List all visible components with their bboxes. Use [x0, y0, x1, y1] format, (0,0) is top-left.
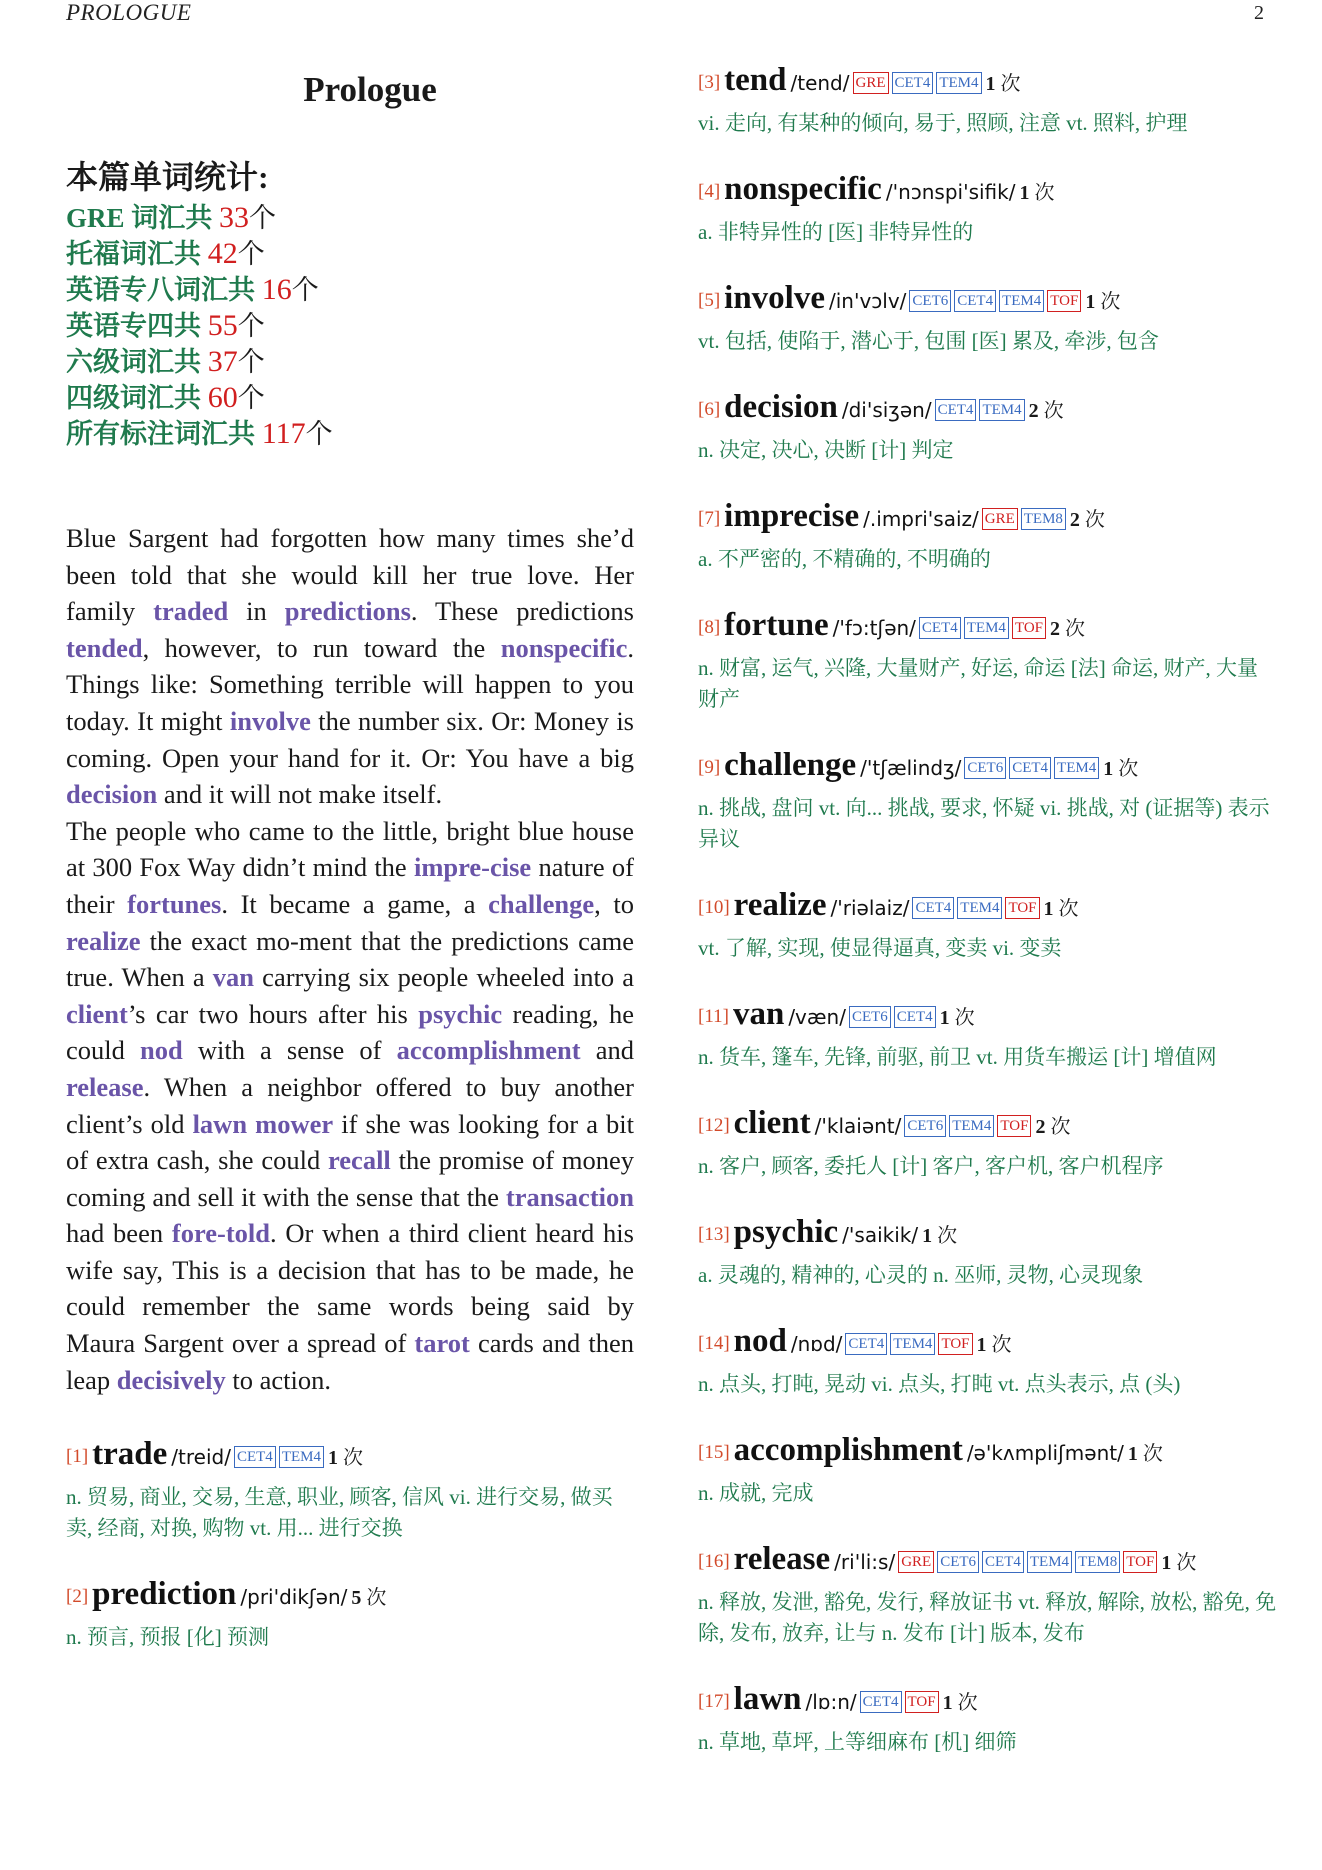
entry-phonetic: /ə'kʌmpliʃmənt/ — [966, 1441, 1124, 1465]
entry-count — [1128, 1443, 1163, 1465]
stats-label: 托福词汇共 — [66, 239, 208, 269]
exam-tag: TOF — [905, 1691, 939, 1713]
entry-index: [11] — [698, 1006, 729, 1027]
page-title: Prologue — [303, 70, 437, 109]
vocab-entry — [66, 1576, 634, 1653]
passage-text: with a sense of — [182, 1035, 397, 1066]
entry-head — [698, 389, 1278, 431]
entry-word: challenge — [724, 747, 857, 783]
count-unit: 次 — [1142, 1443, 1163, 1465]
passage-text: . It became a game, a — [221, 888, 489, 919]
entry-index: [12] — [698, 1115, 730, 1136]
exam-tag: CET6 — [964, 757, 1006, 779]
entry-word: lawn — [733, 1681, 802, 1717]
exam-tag: CET6 — [909, 290, 951, 312]
entry-phonetic: /'tʃælindʒ/ — [860, 756, 962, 780]
exam-tag: CET4 — [982, 1551, 1024, 1573]
entry-definition: n. 客户, 顾客, 委托人 [计] 客户, 客户机, 客户机程序 — [698, 1154, 1164, 1178]
count-number: 1 — [1085, 291, 1096, 313]
count-unit: 次 — [1176, 1552, 1197, 1574]
passage-paragraph-2 — [66, 813, 634, 1399]
count-number: 1 — [922, 1225, 933, 1247]
entry-phonetic: /treid/ — [171, 1445, 231, 1470]
entry-definition: vt. 了解, 实现, 使显得逼真, 变卖 vi. 变卖 — [698, 936, 1062, 960]
exam-tag: CET4 — [919, 617, 961, 639]
passage-text: the number six. Or: Money is coming. Open your hand for it. Or: You have a big — [66, 705, 634, 773]
entry-word: imprecise — [724, 498, 860, 534]
vocab-highlight: impre-cise — [413, 852, 532, 883]
passage-text: carrying six people wheeled into a — [254, 962, 634, 993]
vocab-highlight: decision — [66, 779, 158, 810]
stats-count: 42 — [207, 237, 238, 270]
word-stats — [66, 152, 634, 452]
entry-definition: n. 贸易, 商业, 交易, 生意, 职业, 顾客, 信风 vi. 进行交易, 做买卖, 经商, 对换, 购物 vt. 用... 进行交换 — [66, 1485, 613, 1541]
exam-tag: TOF — [997, 1115, 1031, 1137]
count-unit: 次 — [342, 1447, 363, 1470]
stats-line — [66, 308, 634, 344]
exam-tag: CET4 — [912, 897, 954, 919]
stats-count: 60 — [207, 381, 238, 414]
entry-head — [66, 1436, 634, 1478]
entry-count — [922, 1225, 957, 1247]
exam-tag: TOF — [1005, 897, 1039, 919]
count-unit: 次 — [1034, 182, 1055, 204]
entry-index: [9] — [698, 757, 721, 778]
passage-text: . Or when a third client heard his wife say, This is a decision that has to be made, he could remember the same words being said by Maura Sargent over a spread of — [66, 1218, 634, 1359]
entry-count — [1029, 400, 1064, 422]
vocab-highlight: nonspecific — [500, 632, 628, 663]
entry-count — [351, 1587, 386, 1609]
stats-unit: 个 — [237, 383, 265, 413]
entry-index: [10] — [698, 897, 730, 918]
passage-text: ’s car two hours after his — [127, 998, 419, 1029]
entry-word: fortune — [724, 607, 829, 643]
entry-phonetic: /in'vɔlv/ — [829, 289, 907, 313]
entry-definition: n. 预言, 预报 [化] 预测 — [66, 1625, 269, 1650]
count-number: 1 — [985, 73, 996, 95]
vocab-entry — [66, 1436, 634, 1544]
right-column — [698, 58, 1278, 1790]
vocab-highlight: fore-told — [171, 1218, 270, 1249]
vocab-entry — [698, 1541, 1278, 1649]
exam-tag: TEM8 — [1075, 1551, 1120, 1573]
entry-definition: a. 非特异性的 [医] 非特异性的 — [698, 220, 974, 244]
entry-count — [986, 73, 1021, 95]
entry-head — [698, 1681, 1278, 1723]
vocab-highlight: transaction — [505, 1181, 634, 1212]
entry-count — [940, 1007, 975, 1029]
vocab-highlight: release — [66, 1071, 144, 1102]
count-unit: 次 — [991, 1334, 1012, 1356]
entry-definition: vi. 走向, 有某种的倾向, 易于, 照顾, 注意 vt. 照料, 护理 — [698, 111, 1188, 135]
count-unit: 次 — [954, 1007, 975, 1029]
exam-tag: TOF — [938, 1333, 972, 1355]
entry-index: [8] — [698, 617, 721, 638]
entry-index: [15] — [698, 1442, 730, 1463]
stats-label: 六级词汇共 — [66, 347, 208, 377]
vocab-entry — [698, 1432, 1278, 1509]
entry-count — [977, 1334, 1012, 1356]
entry-index: [7] — [698, 508, 721, 529]
exam-tag: TEM4 — [949, 1115, 994, 1137]
stats-count: 117 — [261, 417, 306, 450]
vocab-highlight: accomplishment — [396, 1035, 581, 1066]
vocab-highlight: psychic — [418, 998, 503, 1029]
exam-tag: CET4 — [892, 72, 934, 94]
vocab-highlight: decisively — [116, 1364, 226, 1395]
entry-definition: n. 货车, 篷车, 先锋, 前驱, 前卫 vt. 用货车搬运 [计] 增值网 — [698, 1045, 1217, 1069]
stats-unit: 个 — [305, 419, 333, 449]
entry-word: nod — [733, 1323, 787, 1359]
entry-head — [698, 1541, 1278, 1583]
entry-word: release — [733, 1541, 831, 1577]
passage-paragraph-1 — [66, 520, 634, 813]
entry-count — [1085, 291, 1120, 313]
vocab-entry — [698, 498, 1278, 575]
exam-tag: TEM4 — [957, 897, 1002, 919]
page-number: 2 — [1254, 2, 1264, 24]
count-number: 2 — [1035, 1116, 1046, 1138]
vocab-entry — [698, 1105, 1278, 1182]
count-number: 2 — [1050, 618, 1061, 640]
entry-word: accomplishment — [733, 1432, 963, 1468]
stats-unit: 个 — [291, 275, 319, 305]
exam-tag: TEM4 — [1054, 757, 1099, 779]
stats-label: GRE 词汇共 — [66, 203, 220, 233]
count-unit: 次 — [1043, 400, 1064, 422]
count-unit: 次 — [366, 1587, 387, 1610]
count-number: 1 — [1043, 898, 1054, 920]
exam-tag: GRE — [898, 1551, 934, 1573]
exam-tag: TEM4 — [279, 1446, 324, 1468]
vocab-highlight: tended — [66, 632, 143, 663]
stats-line — [66, 200, 634, 236]
entry-definition: n. 成就, 完成 — [698, 1481, 814, 1505]
entry-phonetic: /.impri'saiz/ — [863, 507, 979, 531]
exam-tag: TOF — [1012, 617, 1046, 639]
entry-head — [698, 280, 1278, 322]
entry-phonetic: /tend/ — [790, 71, 850, 95]
count-number: 2 — [1028, 400, 1039, 422]
stats-count: 16 — [261, 273, 292, 306]
passage-text: in — [228, 596, 285, 627]
entry-phonetic: /'riəlaiz/ — [830, 896, 910, 920]
count-unit: 次 — [937, 1225, 958, 1247]
passage-text: . These predictions — [410, 596, 634, 627]
entry-count — [1044, 898, 1079, 920]
vocab-highlight: involve — [229, 705, 311, 736]
entry-phonetic: /lɒ:n/ — [805, 1690, 857, 1714]
passage-text: . Things like: Something terrible will happen to you today. It might — [66, 632, 634, 736]
stats-line — [66, 272, 634, 308]
entry-word: realize — [733, 887, 827, 923]
entry-head — [698, 62, 1278, 104]
vocab-entry — [698, 280, 1278, 357]
count-number: 1 — [939, 1007, 950, 1029]
exam-tag: CET6 — [904, 1115, 946, 1137]
entry-definition: n. 释放, 发泄, 豁免, 发行, 释放证书 vt. 释放, 解除, 放松, 豁免, 免除, 发布, 放弃, 让与 n. 发布 [计] 版本, 发布 — [698, 1590, 1277, 1645]
vocab-highlight: van — [212, 962, 255, 993]
count-number: 1 — [1161, 1552, 1172, 1574]
vocab-highlight: predictions — [284, 596, 411, 627]
entry-head — [698, 1432, 1278, 1474]
entry-phonetic: /'klaiənt/ — [814, 1114, 902, 1138]
entry-index: [16] — [698, 1551, 730, 1572]
passage-text: , however, to run toward the — [142, 632, 501, 663]
count-number: 5 — [351, 1587, 362, 1610]
entry-count — [1035, 1116, 1070, 1138]
count-unit: 次 — [1065, 618, 1086, 640]
vocab-highlight: mower — [255, 1108, 334, 1139]
entry-definition: n. 点头, 打盹, 晃动 vi. 点头, 打盹 vt. 点头表示, 点 (头) — [698, 1372, 1181, 1396]
entry-definition: n. 决定, 决心, 决断 [计] 判定 — [698, 438, 954, 462]
entry-index: [6] — [698, 399, 721, 420]
exam-tag: CET4 — [1009, 757, 1051, 779]
vocab-highlight: fortunes — [127, 888, 222, 919]
passage-text: had been — [66, 1218, 172, 1249]
passage-text: and — [580, 1035, 634, 1066]
stats-line — [66, 380, 634, 416]
stats-label: 英语专四共 — [66, 311, 208, 341]
entry-head — [66, 1576, 634, 1618]
count-number: 1 — [1127, 1443, 1138, 1465]
vocab-entry — [698, 1323, 1278, 1400]
passage-text: reading, he could — [66, 998, 634, 1066]
entry-word: van — [732, 996, 785, 1032]
count-unit: 次 — [1058, 898, 1079, 920]
vocab-entry — [698, 62, 1278, 139]
count-unit: 次 — [1084, 509, 1105, 531]
exam-tag: CET6 — [849, 1006, 891, 1028]
vocab-highlight: recall — [328, 1145, 391, 1176]
exam-tag: TOF — [1123, 1551, 1157, 1573]
entry-word: psychic — [733, 1214, 839, 1250]
left-column — [66, 58, 634, 1685]
vocab-entry — [698, 1214, 1278, 1291]
entry-definition: n. 挑战, 盘问 vt. 向... 挑战, 要求, 怀疑 vi. 挑战, 对 (证据等) 表示异议 — [698, 796, 1270, 851]
vocab-highlight: realize — [66, 925, 141, 956]
entry-index: [3] — [698, 72, 721, 93]
entry-head — [698, 607, 1278, 649]
passage-text: Blue Sargent had forgotten how many times she’d been told that she would kill her true love. Her family — [66, 523, 634, 627]
exam-tag: CET4 — [954, 290, 996, 312]
count-unit: 次 — [1000, 73, 1021, 95]
count-unit: 次 — [957, 1692, 978, 1714]
entry-count — [1050, 618, 1085, 640]
stats-count: 37 — [207, 345, 238, 378]
vocab-entry — [698, 996, 1278, 1073]
entry-phonetic: /nɒd/ — [790, 1332, 843, 1356]
count-unit: 次 — [1100, 291, 1121, 313]
entry-index: [1] — [66, 1446, 89, 1468]
count-number: 1 — [327, 1447, 338, 1470]
vocab-highlight: nod — [139, 1035, 183, 1066]
exam-tag: TEM4 — [964, 617, 1009, 639]
exam-tag: TEM4 — [999, 290, 1044, 312]
exam-tag: TOF — [1047, 290, 1081, 312]
story-passage — [66, 520, 634, 1398]
exam-tag: CET4 — [894, 1006, 936, 1028]
entry-word: involve — [724, 280, 825, 316]
entry-count — [1070, 509, 1105, 531]
count-number: 1 — [1103, 758, 1114, 780]
entry-definition: n. 财富, 运气, 兴隆, 大量财产, 好运, 命运 [法] 命运, 财产, 大量财产 — [698, 656, 1258, 711]
entry-index: [17] — [698, 1691, 730, 1712]
vocab-highlight: tarot — [414, 1328, 470, 1359]
stats-unit: 个 — [237, 311, 265, 341]
passage-text: The people who came to the little, bright blue house at 300 Fox Way didn’t mind the — [66, 815, 634, 883]
entry-word: trade — [92, 1436, 168, 1473]
entry-word: decision — [724, 389, 838, 425]
exam-tag: TEM8 — [1021, 508, 1066, 530]
passage-text: and it will not make itself. — [157, 779, 443, 810]
entry-phonetic: /pri'dikʃən/ — [240, 1585, 348, 1610]
stats-unit: 个 — [237, 347, 265, 377]
entry-head — [698, 498, 1278, 540]
exam-tag: TEM4 — [1027, 1551, 1072, 1573]
exam-tag: TEM4 — [936, 72, 981, 94]
passage-text: . When a neighbor offered to buy another client’s old — [66, 1071, 634, 1139]
entry-word: tend — [724, 62, 787, 98]
vocab-highlight: challenge — [488, 888, 595, 919]
vocab-entry — [698, 887, 1278, 964]
entry-head — [698, 747, 1278, 789]
entry-definition: a. 不严密的, 不精确的, 不明确的 — [698, 547, 991, 571]
entry-word: nonspecific — [724, 171, 882, 207]
entry-count — [328, 1447, 363, 1469]
stats-line — [66, 344, 634, 380]
vocab-entry — [698, 607, 1278, 715]
stats-count: 33 — [219, 201, 250, 234]
entry-phonetic: /di'siʒən/ — [841, 398, 932, 422]
exam-tag: TEM4 — [890, 1333, 935, 1355]
vocab-highlight: lawn — [192, 1108, 248, 1139]
passage-text: nature of their — [66, 852, 634, 919]
entry-head — [698, 887, 1278, 929]
entry-head — [698, 1323, 1278, 1365]
entry-phonetic: /'fɔ:tʃən/ — [832, 616, 916, 640]
stats-line — [66, 236, 634, 272]
stats-heading: 本篇单词统计: — [66, 159, 269, 195]
count-unit: 次 — [1118, 758, 1139, 780]
vocab-entry — [698, 171, 1278, 248]
vocab-highlight: traded — [153, 596, 229, 627]
entry-definition: a. 灵魂的, 精神的, 心灵的 n. 巫师, 灵物, 心灵现象 — [698, 1263, 1144, 1287]
exam-tag: CET6 — [937, 1551, 979, 1573]
stats-unit: 个 — [237, 239, 265, 269]
entry-phonetic: /'saikik/ — [842, 1223, 919, 1247]
entry-head — [698, 1105, 1278, 1147]
passage-text: the promise of money coming and sell it with the sense that the — [66, 1145, 635, 1212]
exam-tag: CET4 — [845, 1333, 887, 1355]
entry-definition: vt. 包括, 使陷于, 潜心于, 包围 [医] 累及, 牵涉, 包含 — [698, 329, 1159, 353]
entry-definition: n. 草地, 草坪, 上等细麻布 [机] 细筛 — [698, 1730, 1017, 1754]
exam-tag: TEM4 — [979, 399, 1024, 421]
vocab-entry — [698, 747, 1278, 855]
stats-count: 55 — [207, 309, 238, 342]
entry-index: [14] — [698, 1333, 730, 1354]
entry-index: [13] — [698, 1224, 730, 1245]
passage-text: , to — [594, 888, 634, 919]
vocab-highlight: client — [66, 998, 128, 1029]
vocab-list-right — [698, 62, 1278, 1758]
exam-tag: GRE — [982, 508, 1018, 530]
entry-index: [2] — [66, 1586, 89, 1608]
stats-label: 所有标注词汇共 — [66, 419, 262, 449]
entry-word: client — [733, 1105, 811, 1141]
stats-line — [66, 416, 634, 452]
stats-unit: 个 — [249, 203, 277, 233]
vocab-list-left — [66, 1436, 634, 1653]
entry-count — [1019, 182, 1054, 204]
entry-index: [4] — [698, 181, 721, 202]
passage-text: the exact mo-ment that the predictions came true. When a — [66, 925, 634, 993]
entry-head — [698, 171, 1278, 213]
entry-count — [1103, 758, 1138, 780]
entry-phonetic: /'nɔnspi'sifik/ — [885, 180, 1016, 204]
exam-tag: CET4 — [935, 399, 977, 421]
entry-phonetic: /væn/ — [788, 1005, 846, 1029]
entry-index: [5] — [698, 290, 721, 311]
entry-head — [698, 1214, 1278, 1256]
running-head: PROLOGUE — [66, 0, 192, 25]
vocab-entry — [698, 1681, 1278, 1758]
count-number: 2 — [1069, 509, 1080, 531]
stats-label: 四级词汇共 — [66, 383, 208, 413]
exam-tag: GRE — [853, 72, 889, 94]
entry-head — [698, 996, 1278, 1038]
exam-tag: CET4 — [234, 1446, 276, 1468]
entry-count — [943, 1692, 978, 1714]
entry-count — [1161, 1552, 1196, 1574]
stats-label: 英语专八词汇共 — [66, 275, 262, 305]
exam-tag: CET4 — [860, 1691, 902, 1713]
count-number: 1 — [1019, 182, 1030, 204]
passage-text: cards and then leap — [66, 1328, 634, 1395]
count-number: 1 — [942, 1692, 953, 1714]
vocab-entry — [698, 389, 1278, 466]
passage-text: if she was looking for a bit of extra cash, she could — [66, 1108, 635, 1176]
entry-word: prediction — [92, 1576, 237, 1613]
passage-text: to action. — [225, 1364, 331, 1395]
entry-phonetic: /ri'li:s/ — [834, 1550, 896, 1574]
passage-text — [247, 1109, 255, 1139]
count-unit: 次 — [1050, 1116, 1071, 1138]
count-number: 1 — [976, 1334, 987, 1356]
